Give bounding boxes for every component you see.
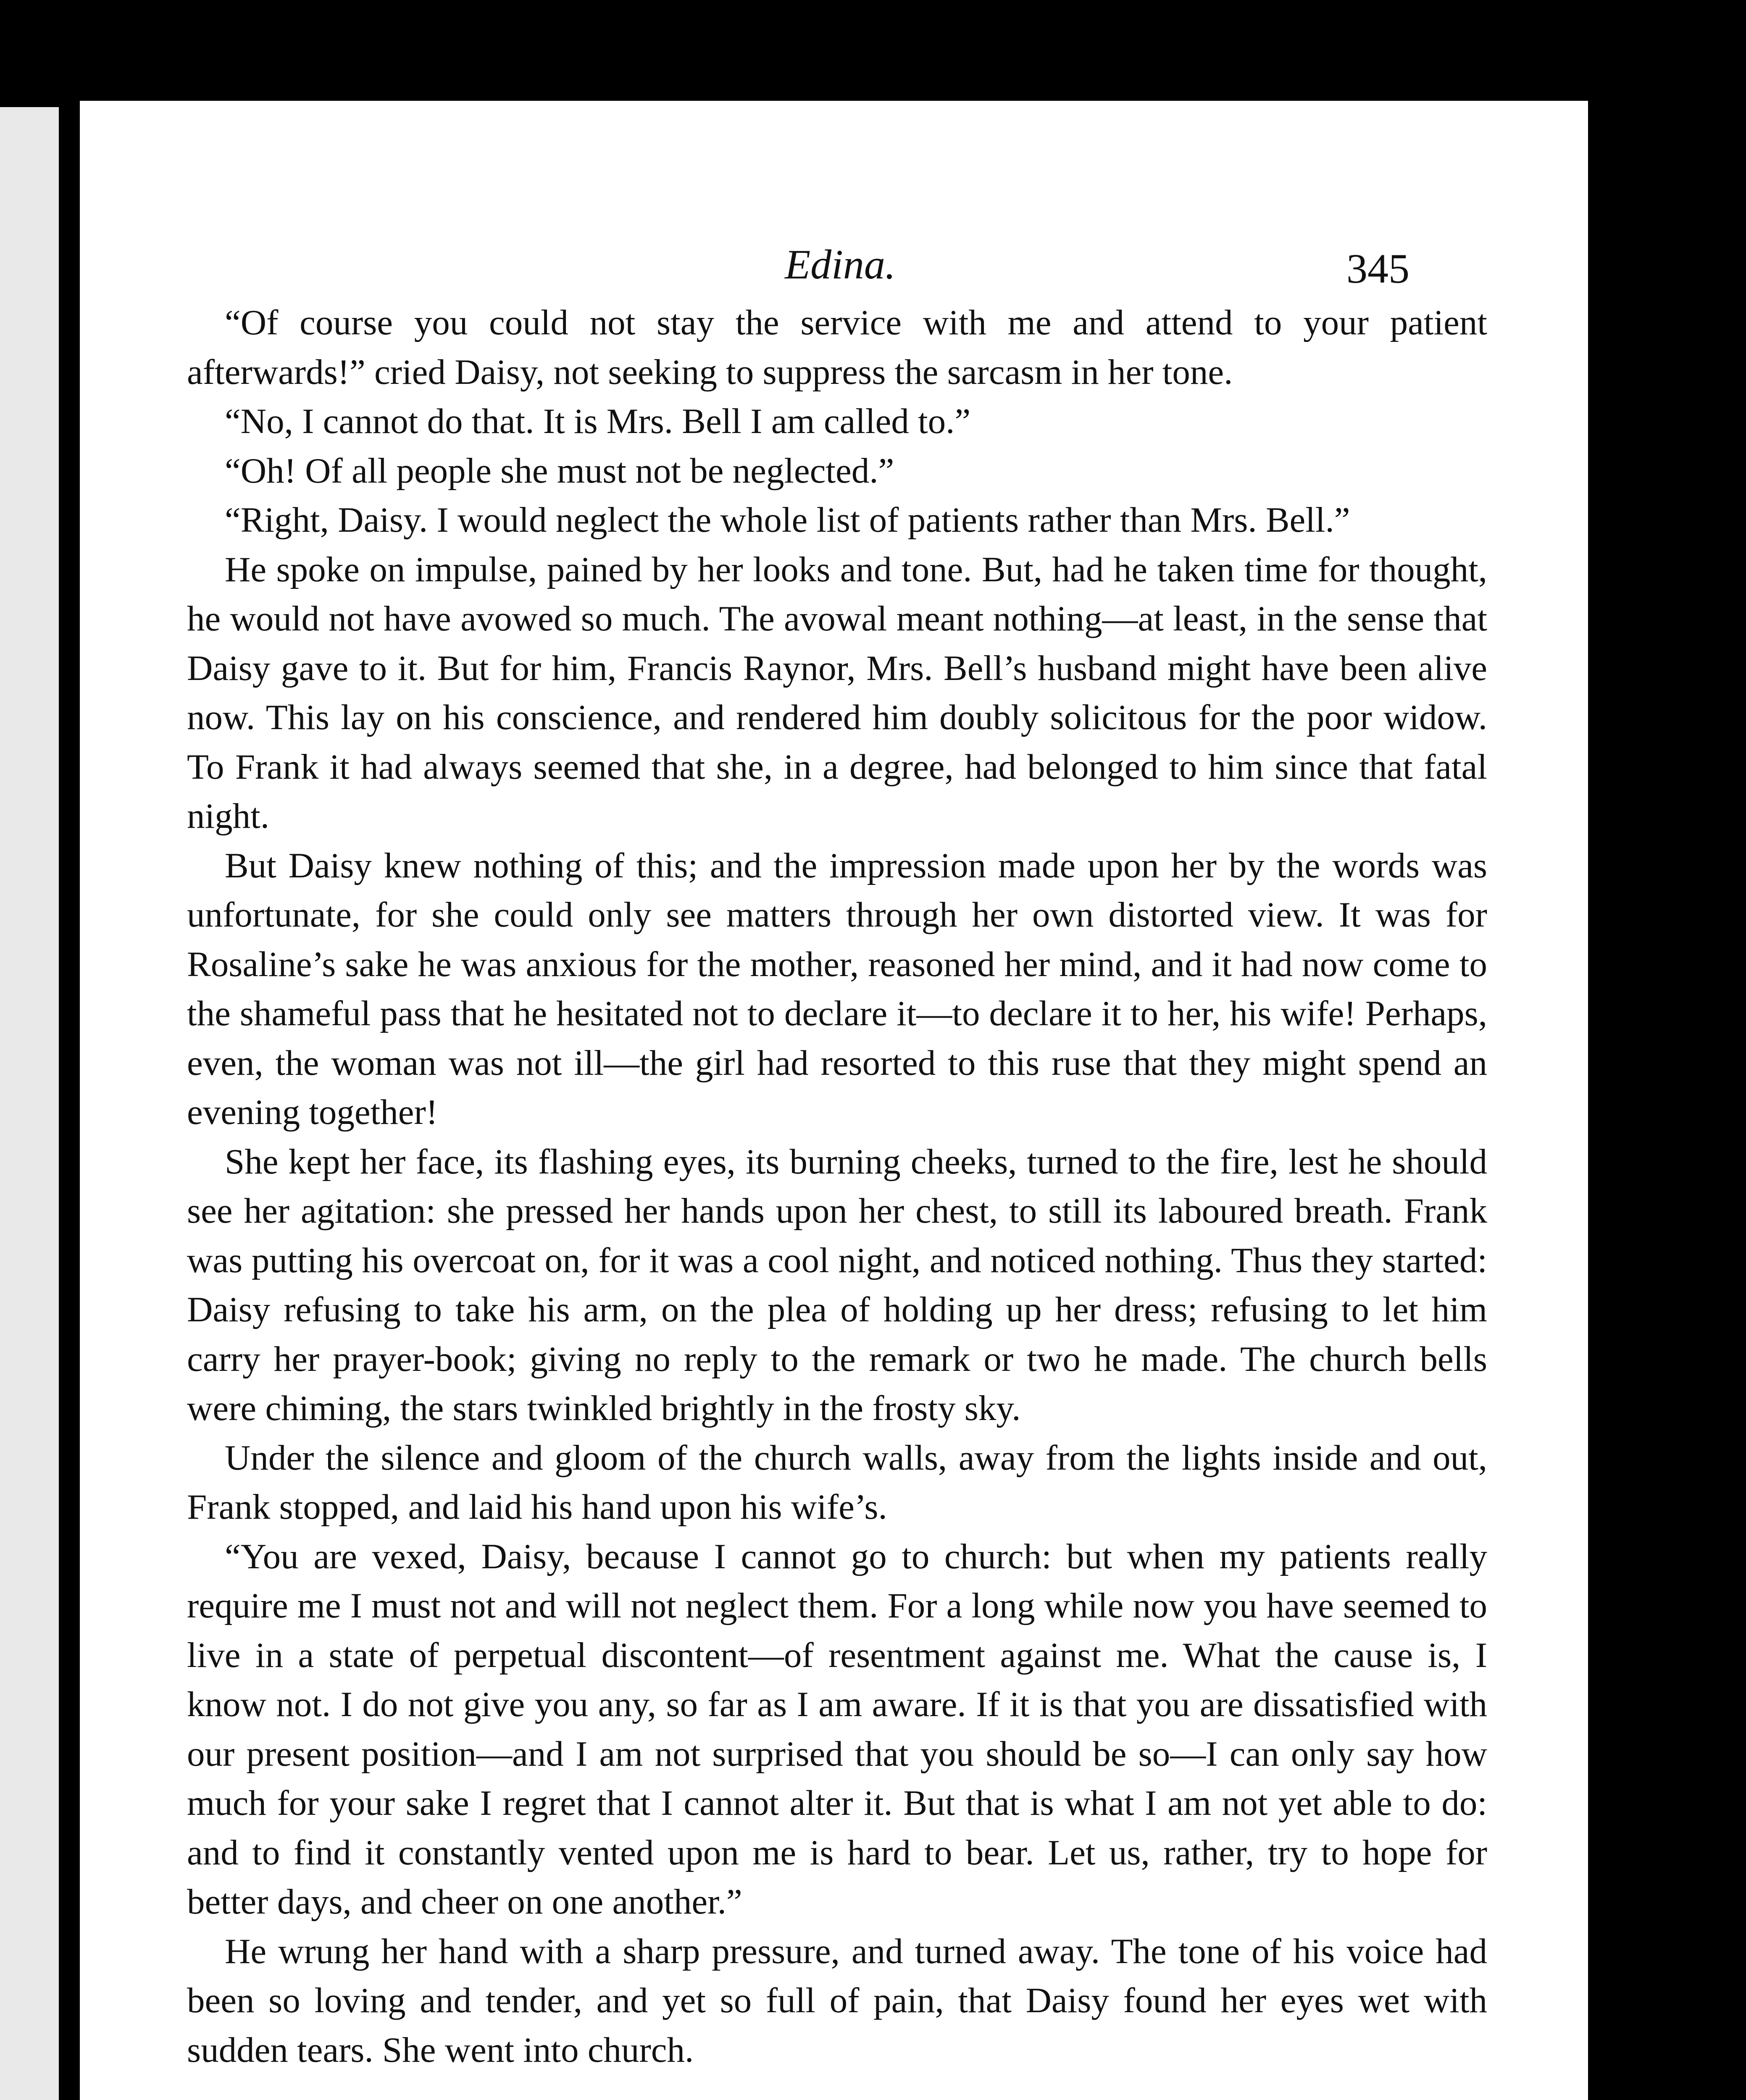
- paragraph-1: “Of course you could not stay the service with me and attend to your patient afterwards!” cried Daisy, not seeking to suppress the sarcasm in her tone.: [187, 303, 1487, 392]
- paragraph-8: Under the silence and gloom of the church walls, away from the lights inside and out, Frank stopped, and laid his hand upon his wife’s.: [187, 1438, 1487, 1527]
- page-body-text: [187, 298, 1487, 2075]
- book-page: [80, 101, 1588, 2100]
- page-header: [80, 235, 1588, 294]
- page-number: 345: [1346, 245, 1409, 292]
- paragraph-2: “No, I cannot do that. It is Mrs. Bell I am called to.”: [225, 402, 971, 441]
- paragraph-3: “Oh! Of all people she must not be neglected.”: [225, 451, 894, 491]
- paragraph-9: “You are vexed, Daisy, because I cannot go to church: but when my patients really require me I must not and will not neglect them. For a long while now you have seemed to live in a state of perpetual discontent—of resentment against me. What the cause is, I know not. I do not give you any, so far as I am aware. If it is that you are dissatisfied with our present position—and I am not surprised that you should be so—I can only say how much for your sake I regret that I cannot alter it. But that is what I am not yet able to do: and to find it constantly vented upon me is hard to bear. Let us, rather, try to hope for better days, and cheer on one another.”: [187, 1536, 1487, 1922]
- running-title: Edina.: [785, 241, 896, 288]
- paragraph-5: He spoke on impulse, pained by her looks and tone. But, had he taken time for thought, he would not have avowed so much. The avowal meant nothing—at least, in the sense that Daisy gave to it. But for him, Francis Raynor, Mrs. Bell’s husband might have been alive now. This lay on his conscience, and rendered him doubly solicitous for the poor widow. To Frank it had always seemed that she, in a degree, had belonged to him since that fatal night.: [187, 549, 1487, 836]
- adjacent-page-edge: [0, 107, 59, 2100]
- paragraph-6: But Daisy knew nothing of this; and the impression made upon her by the words was unfortunate, for she could only see matters through her own distorted view. It was for Rosaline’s sake he was anxious for the mother, reasoned her mind, and it had now come to the shameful pass that he hesitated not to declare it—to declare it to her, his wife! Perhaps, even, the woman was not ill—the girl had resorted to this ruse that they might spend an evening together!: [187, 845, 1487, 1132]
- paragraph-4: “Right, Daisy. I would neglect the whole list of patients rather than Mrs. Bell.”: [225, 500, 1350, 540]
- paragraph-7: She kept her face, its flashing eyes, its burning cheeks, turned to the fire, lest he should see her agitation: she pressed her hands upon her chest, to still its laboured breath. Frank was putting his overcoat on, for it was a cool night, and noticed nothing. Thus they started: Daisy refusing to take his arm, on the plea of holding up her dress; refusing to let him carry her prayer-book; giving no reply to the remark or two he made. The church bells were chiming, the stars twinkled brightly in the frosty sky.: [187, 1142, 1487, 1428]
- paragraph-10: He wrung her hand with a sharp pressure, and turned away. The tone of his voice had been so loving and tender, and yet so full of pain, that Daisy found her eyes wet with sudden tears. She went into church.: [187, 1931, 1487, 2070]
